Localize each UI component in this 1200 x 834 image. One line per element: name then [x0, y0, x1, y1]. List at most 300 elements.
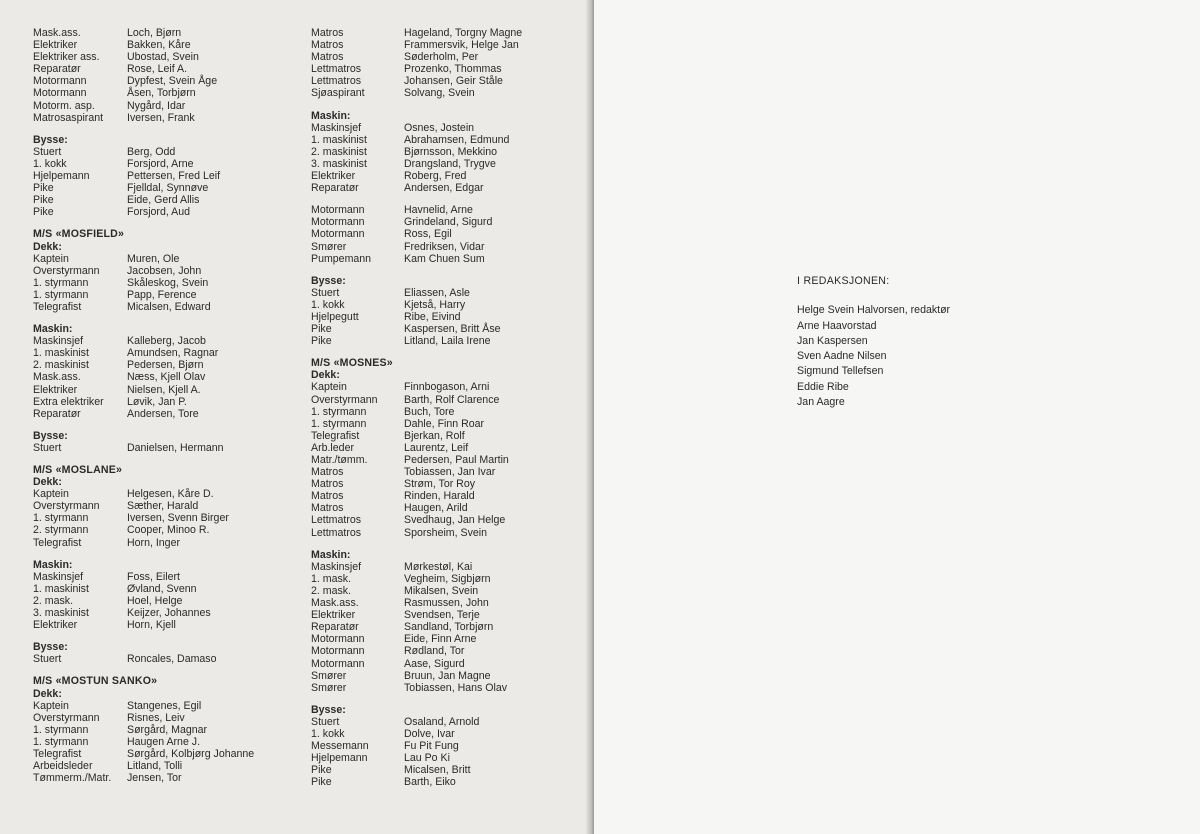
crew-row — [33, 170, 288, 182]
crew-role: Lettmatros — [311, 526, 362, 539]
crew-name: Skåleskog, Svein — [127, 276, 209, 289]
crew-role: 1. maskinist — [311, 133, 367, 146]
crew-role: Kaptein — [33, 488, 69, 501]
crew-name: Havnelid, Arne — [404, 204, 473, 217]
crew-row — [33, 146, 288, 158]
crew-name: Nygård, Idar — [127, 99, 186, 112]
crew-name: Haugen, Arild — [404, 502, 468, 515]
crew-row — [33, 384, 288, 396]
crew-row — [33, 537, 288, 549]
crew-role: Lettmatros — [311, 514, 362, 527]
crew-name: Foss, Eilert — [127, 570, 180, 583]
crew-row — [311, 134, 571, 146]
crew-role: Matros — [311, 466, 344, 479]
crew-role: Elektriker ass. — [33, 51, 100, 64]
crew-row — [311, 514, 571, 526]
crew-name: Øvland, Svenn — [127, 582, 197, 595]
crew-row — [311, 478, 571, 490]
crew-row — [311, 442, 571, 454]
crew-row — [33, 100, 288, 112]
crew-name: Ubostad, Svein — [127, 51, 199, 64]
crew-row — [33, 748, 288, 760]
crew-name: Frammersvik, Helge Jan — [404, 39, 519, 52]
crew-role: Matros — [311, 51, 344, 64]
crew-role: 1. styrmann — [311, 417, 367, 430]
crew-role: Arb.leder — [311, 441, 354, 454]
crew-name: Osnes, Jostein — [404, 121, 475, 134]
crew-name: Ribe, Eivind — [404, 310, 461, 323]
crew-row — [33, 700, 288, 712]
crew-role: Maskinsjef — [33, 335, 84, 348]
crew-role: Matros — [311, 502, 344, 515]
crew-row — [311, 466, 571, 478]
crew-row — [311, 633, 571, 645]
crew-row — [311, 287, 571, 299]
crew-row — [311, 597, 571, 609]
crew-row — [311, 170, 571, 182]
crew-role: 2. styrmann — [33, 524, 89, 537]
crew-role: Lettmatros — [311, 75, 362, 88]
crew-name: Tobiassen, Hans Olav — [404, 681, 508, 694]
crew-name: Kalleberg, Jacob — [127, 335, 206, 348]
crew-name: Barth, Rolf Clarence — [404, 393, 500, 406]
crew-name: Loch, Bjørn — [127, 27, 182, 39]
crew-row — [311, 658, 571, 670]
crew-row — [311, 621, 571, 633]
crew-role: Mask.ass. — [311, 597, 359, 610]
crew-name: Løvik, Jan P. — [127, 395, 187, 408]
crew-name: Kaspersen, Britt Åse — [404, 323, 501, 336]
crew-name: Barth, Eiko — [404, 776, 456, 789]
crew-row — [311, 335, 571, 347]
crew-name: Svedhaug, Jan Helge — [404, 514, 506, 527]
crew-row — [311, 776, 571, 788]
crew-row — [33, 595, 288, 607]
crew-name: Iversen, Svenn Birger — [127, 512, 229, 525]
crew-role: Pike — [33, 182, 54, 195]
crew-row — [311, 299, 571, 311]
section-gap — [311, 100, 571, 110]
crew-name: Forsjord, Aud — [127, 206, 191, 219]
crew-name: Sandland, Torbjørn — [404, 621, 494, 634]
crew-row — [311, 241, 571, 253]
crew-row — [33, 772, 288, 784]
crew-role: Maskinsjef — [311, 560, 362, 573]
crew-row — [33, 27, 288, 39]
crew-name: Mørkestøl, Kai — [404, 560, 473, 573]
crew-name: Litland, Laila Irene — [404, 335, 491, 348]
crew-role: 2. mask. — [33, 594, 74, 607]
crew-row — [311, 158, 571, 170]
crew-role: Motormann — [311, 228, 365, 241]
crew-row — [311, 490, 571, 502]
crew-name: Pettersen, Fred Leif — [127, 170, 221, 183]
crew-role: Stuert — [33, 653, 62, 666]
crew-role: Extra elektriker — [33, 395, 104, 408]
crew-role: Elektriker — [311, 170, 356, 183]
crew-name: Sæther, Harald — [127, 500, 199, 513]
section-gap — [311, 694, 571, 704]
crew-role: 2. mask. — [311, 584, 352, 597]
crew-row — [311, 253, 571, 265]
crew-role: Elektriker — [33, 39, 78, 52]
crew-name: Drangsland, Trygve — [404, 157, 496, 170]
crew-role: Messemann — [311, 740, 369, 753]
crew-row — [311, 764, 571, 776]
crew-role: 1. styrmann — [33, 276, 89, 289]
crew-name: Pedersen, Bjørn — [127, 359, 204, 372]
crew-role: 1. kokk — [311, 727, 345, 740]
ship-heading: M/S «MOSNES» — [311, 357, 393, 370]
crew-name: Sørgård, Kolbjørg Johanne — [127, 747, 255, 760]
crew-row — [33, 335, 288, 347]
section-heading: Dekk: — [311, 369, 340, 382]
section-heading: Maskin: — [33, 558, 73, 571]
crew-row — [33, 265, 288, 277]
crew-role: Pike — [311, 764, 332, 777]
crew-row — [311, 454, 571, 466]
crew-row — [33, 206, 288, 218]
crew-role: Kaptein — [33, 252, 69, 265]
crew-role: Overstyrmann — [311, 393, 378, 406]
crew-name: Dypfest, Svein Åge — [127, 75, 218, 88]
section-heading: Maskin: — [311, 109, 351, 122]
crew-role: Telegrafist — [311, 429, 360, 442]
crew-name: Forsjord, Arne — [127, 157, 194, 170]
crew-role: 1. maskinist — [33, 347, 89, 360]
crew-row — [33, 736, 288, 748]
crew-role: Tømmerm./Matr. — [33, 772, 112, 785]
crew-row — [311, 752, 571, 764]
crew-row — [33, 194, 288, 206]
crew-row — [311, 502, 571, 514]
crew-role: 1. styrmann — [33, 512, 89, 525]
crew-name: Ross, Egil — [404, 228, 452, 241]
crew-role: 1. mask. — [311, 572, 352, 585]
section-gap — [33, 313, 288, 323]
crew-name: Abrahamsen, Edmund — [404, 133, 510, 146]
crew-name: Kjetså, Harry — [404, 298, 466, 311]
crew-name: Andersen, Tore — [127, 407, 199, 420]
crew-row — [33, 571, 288, 583]
crew-role: Pike — [311, 776, 332, 789]
crew-role: Matr./tømm. — [311, 454, 368, 466]
crew-row — [33, 182, 288, 194]
crew-role: Reparatør — [33, 407, 81, 420]
crew-name: Kam Chuen Sum — [404, 252, 485, 265]
editorial-member: Eddie Ribe — [797, 380, 849, 393]
crew-row — [33, 512, 288, 524]
crew-name: Bruun, Jan Magne — [404, 669, 491, 682]
crew-role: Maskinsjef — [311, 121, 362, 134]
crew-row — [311, 39, 571, 51]
crew-role: Pike — [311, 323, 332, 336]
crew-row — [33, 39, 288, 51]
crew-list-column-1 — [33, 27, 288, 784]
crew-row — [311, 394, 571, 406]
crew-name: Bjørnsson, Mekkino — [404, 145, 498, 158]
crew-row — [33, 253, 288, 265]
crew-role: Telegrafist — [33, 747, 82, 760]
crew-role: 3. maskinist — [311, 157, 367, 170]
crew-name: Jacobsen, John — [127, 264, 202, 277]
crew-name: Solvang, Svein — [404, 87, 475, 100]
crew-role: Reparatør — [311, 621, 359, 634]
crew-row — [311, 228, 571, 240]
crew-role: Motormann — [311, 633, 365, 646]
crew-role: 1. styrmann — [33, 735, 89, 748]
crew-role: Stuert — [33, 145, 62, 158]
crew-role: Reparatør — [311, 182, 359, 195]
crew-row — [311, 146, 571, 158]
section-gap — [33, 124, 288, 134]
crew-row — [33, 347, 288, 359]
crew-name: Horn, Kjell — [127, 619, 176, 632]
crew-row — [33, 51, 288, 63]
crew-name: Mikalsen, Svein — [404, 584, 479, 597]
section-heading: Bysse: — [33, 641, 68, 654]
crew-role: Hjelpemann — [311, 752, 368, 765]
crew-row — [311, 63, 571, 75]
section-heading: Dekk: — [33, 687, 62, 700]
crew-name: Andersen, Edgar — [404, 182, 484, 195]
crew-name: Lau Po Ki — [404, 752, 450, 765]
crew-row — [33, 442, 288, 454]
crew-row — [311, 728, 571, 740]
crew-row — [311, 27, 571, 39]
crew-name: Stangenes, Egil — [127, 699, 202, 712]
crew-row — [311, 122, 571, 134]
crew-name: Roberg, Fred — [404, 170, 467, 183]
crew-row — [311, 682, 571, 694]
crew-name: Laurentz, Leif — [404, 441, 469, 454]
crew-role: Pumpemann — [311, 252, 372, 265]
crew-name: Åsen, Torbjørn — [127, 87, 196, 100]
section-gap — [33, 631, 288, 641]
section-heading: Dekk: — [33, 476, 62, 489]
crew-row — [311, 204, 571, 216]
crew-name: Berg, Odd — [127, 145, 176, 158]
crew-list-column-2 — [311, 27, 571, 788]
crew-name: Micalsen, Edward — [127, 300, 211, 313]
crew-role: Reparatør — [33, 63, 81, 76]
section-heading: Bysse: — [311, 703, 346, 716]
crew-row — [33, 408, 288, 420]
crew-row — [311, 740, 571, 752]
crew-role: 2. maskinist — [311, 145, 367, 158]
crew-name: Rasmussen, John — [404, 597, 489, 610]
crew-row — [311, 609, 571, 621]
crew-role: Motormann — [311, 645, 365, 658]
crew-role: Motormann — [33, 87, 87, 100]
crew-name: Litland, Tolli — [127, 760, 183, 773]
crew-name: Osaland, Arnold — [404, 715, 480, 728]
crew-row — [311, 406, 571, 418]
crew-row — [33, 87, 288, 99]
crew-row — [311, 716, 571, 728]
crew-row — [311, 51, 571, 63]
crew-role: Stuert — [33, 441, 62, 454]
crew-role: Telegrafist — [33, 300, 82, 313]
crew-row — [311, 585, 571, 597]
crew-role: Smører — [311, 240, 347, 253]
section-heading: Maskin: — [33, 323, 73, 336]
crew-row — [33, 289, 288, 301]
crew-role: Pike — [33, 206, 54, 219]
crew-role: Matrosaspirant — [33, 111, 104, 124]
crew-name: Rinden, Harald — [404, 490, 475, 503]
crew-row — [311, 670, 571, 682]
crew-role: 1. kokk — [311, 298, 345, 311]
crew-role: Kaptein — [311, 381, 347, 394]
editorial-member: Jan Kaspersen — [797, 334, 868, 347]
editorial-member: Sven Aadne Nilsen — [797, 350, 887, 363]
crew-name: Micalsen, Britt — [404, 764, 471, 777]
editorial-heading: I REDAKSJONEN: — [797, 275, 890, 287]
crew-row — [311, 527, 571, 539]
crew-name: Risnes, Leiv — [127, 711, 185, 724]
crew-name: Tobiassen, Jan Ivar — [404, 466, 496, 479]
crew-row — [33, 619, 288, 631]
crew-role: Smører — [311, 681, 347, 694]
crew-name: Bakken, Kåre — [127, 39, 191, 52]
section-heading: Bysse: — [311, 274, 346, 287]
crew-row — [33, 277, 288, 289]
crew-role: 1. styrmann — [311, 405, 367, 418]
crew-row — [33, 63, 288, 75]
crew-name: Grindeland, Sigurd — [404, 216, 493, 229]
crew-name: Fu Pit Fung — [404, 740, 459, 753]
section-gap — [311, 194, 571, 204]
crew-role: Lettmatros — [311, 63, 362, 76]
crew-role: 1. styrmann — [33, 723, 89, 736]
crew-row — [33, 500, 288, 512]
crew-name: Hageland, Torgny Magne — [404, 27, 523, 39]
crew-name: Eliassen, Asle — [404, 286, 470, 299]
crew-row — [33, 301, 288, 313]
crew-role: 1. kokk — [33, 157, 67, 170]
crew-name: Sporsheim, Svein — [404, 526, 488, 539]
crew-name: Aase, Sigurd — [404, 657, 465, 670]
crew-role: Overstyrmann — [33, 500, 100, 513]
crew-row — [33, 112, 288, 124]
crew-row — [311, 645, 571, 657]
crew-row — [33, 158, 288, 170]
crew-role: Motormann — [311, 204, 365, 217]
crew-row — [33, 724, 288, 736]
section-gap — [311, 539, 571, 549]
crew-row — [33, 583, 288, 595]
editorial-member: Jan Aagre — [797, 396, 845, 409]
crew-role: 3. maskinist — [33, 607, 89, 620]
crew-name: Svendsen, Terje — [404, 609, 480, 622]
crew-name: Danielsen, Hermann — [127, 441, 224, 454]
ship-heading: M/S «MOSFIELD» — [33, 228, 125, 241]
crew-name: Johansen, Geir Ståle — [404, 75, 503, 88]
crew-name: Keijzer, Johannes — [127, 607, 211, 620]
crew-row — [33, 653, 288, 665]
crew-role: Mask.ass. — [33, 27, 81, 39]
crew-role: Mask.ass. — [33, 371, 81, 384]
section-gap — [33, 420, 288, 430]
crew-name: Pedersen, Paul Martin — [404, 454, 509, 466]
crew-row — [33, 760, 288, 772]
crew-name: Cooper, Minoo R. — [127, 524, 210, 537]
crew-name: Amundsen, Ragnar — [127, 347, 219, 360]
crew-row — [33, 607, 288, 619]
crew-role: Pike — [33, 194, 54, 207]
crew-role: Matros — [311, 478, 344, 491]
crew-name: Dolve, Ivar — [404, 727, 455, 740]
crew-role: Sjøaspirant — [311, 87, 365, 100]
crew-role: 2. maskinist — [33, 359, 89, 372]
crew-role: 1. styrmann — [33, 288, 89, 301]
crew-row — [311, 430, 571, 442]
crew-name: Bjerkan, Rolf — [404, 429, 465, 442]
crew-name: Prozenko, Thommas — [404, 63, 502, 76]
crew-name: Strøm, Tor Roy — [404, 478, 476, 491]
crew-row — [311, 561, 571, 573]
crew-row — [311, 311, 571, 323]
editorial-member: Arne Haavorstad — [797, 319, 877, 332]
editorial-board — [797, 274, 950, 410]
crew-role: Motormann — [33, 75, 87, 88]
section-heading: Dekk: — [33, 240, 62, 253]
left-page — [0, 0, 592, 834]
crew-role: Arbeidsleder — [33, 760, 93, 773]
crew-row — [33, 371, 288, 383]
crew-role: Hjelpemann — [33, 170, 90, 183]
crew-role: Overstyrmann — [33, 264, 100, 277]
crew-role: Elektriker — [311, 609, 356, 622]
crew-row — [33, 524, 288, 536]
crew-name: Næss, Kjell Olav — [127, 371, 206, 384]
crew-role: Maskinsjef — [33, 570, 84, 583]
crew-name: Roncales, Damaso — [127, 653, 217, 666]
crew-role: Matros — [311, 490, 344, 503]
crew-role: Motormann — [311, 657, 365, 670]
crew-name: Eide, Gerd Allis — [127, 194, 200, 207]
crew-row — [33, 488, 288, 500]
crew-name: Vegheim, Sigbjørn — [404, 572, 491, 585]
section-gap — [311, 265, 571, 275]
crew-name: Finnbogason, Arni — [404, 381, 490, 394]
ship-heading: M/S «MOSLANE» — [33, 464, 123, 476]
editorial-member: Sigmund Tellefsen — [797, 365, 884, 378]
crew-name: Nielsen, Kjell A. — [127, 383, 201, 396]
crew-name: Dahle, Finn Roar — [404, 417, 485, 430]
crew-name: Muren, Ole — [127, 252, 180, 265]
crew-row — [311, 381, 571, 393]
crew-name: Papp, Ference — [127, 288, 197, 301]
crew-name: Fredriksen, Vidar — [404, 240, 485, 253]
crew-role: Matros — [311, 27, 344, 39]
crew-role: Elektriker — [33, 619, 78, 632]
crew-name: Buch, Tore — [404, 405, 455, 418]
crew-role: Stuert — [311, 286, 340, 299]
crew-name: Eide, Finn Arne — [404, 633, 477, 646]
crew-row — [311, 418, 571, 430]
crew-role: Elektriker — [33, 383, 78, 396]
section-gap — [33, 549, 288, 559]
crew-role: Matros — [311, 39, 344, 52]
crew-row — [33, 359, 288, 371]
section-heading: Bysse: — [33, 429, 68, 442]
crew-role: Smører — [311, 669, 347, 682]
crew-role: Telegrafist — [33, 536, 82, 549]
crew-name: Sørgård, Magnar — [127, 723, 208, 736]
crew-name: Hoel, Helge — [127, 594, 183, 607]
